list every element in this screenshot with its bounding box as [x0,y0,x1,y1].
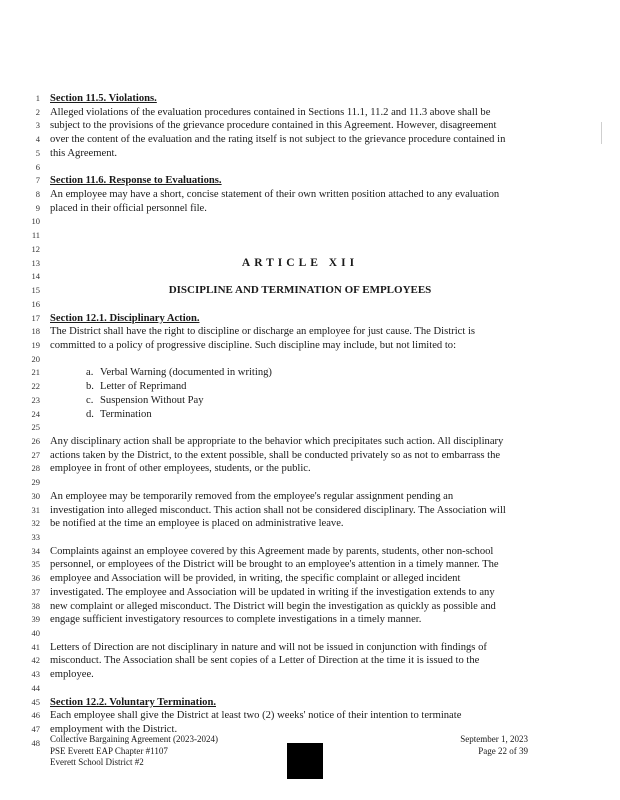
body-text-line: subject to the provisions of the grievance procedure contained in this Agreement. However, disagreement [50,120,497,132]
body-text-line: Alleged violations of the evaluation procedures contained in Sections 11.1, 11.2 and 11.3 above shall be [50,106,491,118]
list-item [50,366,550,380]
body-text-line: investigated. The employee and Association will be updated in writing if the investigation extends to any [50,586,495,598]
line-number: 38 [31,600,40,611]
section-heading-text: Section 12.1. Disciplinary Action. [50,312,200,324]
body-text-line: new complaint or alleged misconduct. The District will begin the investigation as quickly as possible and [50,600,496,612]
line-number: 1 [35,93,40,103]
list-marker: d. [86,408,94,420]
body-text-line: The District shall have the right to discipline or discharge an employee for just cause. The District is [50,326,476,338]
body-text-line: misconduct. The Association shall be sent copies of a Letter of Direction at the time it is issued to the [50,655,480,667]
line-number: 16 [31,298,40,309]
line-number: 42 [31,655,40,666]
blank-line [50,270,550,284]
blank-line [50,421,550,435]
line-number: 31 [31,504,40,515]
line-number: 24 [31,408,40,419]
line-number: 6 [35,161,40,172]
section-heading [50,92,550,106]
line-number: 40 [31,628,40,639]
section-heading-text: Section 11.6. Response to Evaluations. [50,175,222,187]
line-number: 17 [31,312,40,323]
line-number: 15 [31,285,40,296]
line-number: 37 [31,586,40,597]
footer-agreement-title: Collective Bargaining Agreement (2023-2024) [50,734,219,744]
line-number: 26 [31,435,40,446]
blank-line [50,531,550,545]
footer-left [50,734,218,769]
blank-line [50,243,550,257]
line-number: 27 [31,449,40,460]
blank-line [50,627,550,641]
blank-line [50,682,550,696]
blank-line [50,215,550,229]
line-number: 18 [31,326,40,337]
list-item-text: Suspension Without Pay [100,394,204,406]
blank-line [50,229,550,243]
line-number: 25 [31,422,40,433]
body-text-line: An employee may be temporarily removed from the employee's regular assignment pending an [50,490,454,502]
body-text-line: Complaints against an employee covered by this Agreement made by parents, students, other non-school [50,545,494,557]
body-text-line: Each employee shall give the District at least two (2) weeks' notice of their intention to terminate [50,710,462,722]
list-item-text: Termination [100,408,152,420]
line-number: 30 [31,490,40,501]
footer-right [460,734,528,757]
body-text-line: employee in front of other employees, students, or the public. [50,463,311,475]
blank-line [50,476,550,490]
line-number-column [24,92,40,751]
list-item-text: Verbal Warning (documented in writing) [100,367,272,379]
list-marker: b. [86,381,94,393]
body-text-line: An employee may have a short, concise statement of their own written position attached to any evaluation [50,189,500,201]
body-text-line: placed in their official personnel file. [50,202,207,214]
line-number: 46 [31,710,40,721]
line-number: 5 [35,147,40,158]
body-text-line: be notified at the time an employee is placed on administrative leave. [50,518,344,530]
blank-line [50,298,550,312]
line-number: 35 [31,559,40,570]
footer-district: Everett School District #2 [50,757,144,767]
footer-date: September 1, 2023 [460,734,528,744]
line-number: 13 [31,257,40,268]
body-text-line: engage sufficient investigatory resources to complete investigations in a timely manner. [50,614,422,626]
line-number: 33 [31,532,40,542]
line-number: 36 [31,573,40,584]
document-body [50,92,550,751]
line-number: 12 [31,243,40,254]
line-number: 41 [31,641,40,652]
body-text-line: investigation into alleged misconduct. This action shall not be considered disciplinary. The Association will [50,504,506,516]
line-number: 32 [31,518,40,529]
line-number: 11 [31,230,40,241]
line-number: 10 [31,216,40,227]
section-heading-text: Section 12.2. Voluntary Termination. [50,696,216,708]
blank-line [50,353,550,367]
line-number: 20 [31,353,40,364]
line-number: 7 [35,175,40,186]
margin-change-bar [601,122,602,144]
line-number: 3 [35,120,40,131]
line-number: 34 [31,545,40,556]
body-text-line: employment with the District. [50,724,178,736]
list-item [50,394,550,408]
body-text-line: employee and Association will be provided, in writing, the specific complaint or alleged incident [50,573,461,585]
line-number: 2 [35,106,40,117]
line-number: 9 [35,202,40,213]
line-number: 45 [31,696,40,707]
line-number: 21 [31,367,40,378]
line-number: 47 [31,724,40,735]
body-text-line: over the content of the evaluation and the rating itself is not subject to the grievance procedure contained in [50,134,506,146]
line-number: 19 [31,339,40,350]
line-number: 22 [31,381,40,392]
line-number: 48 [31,737,40,748]
list-item-text: Letter of Reprimand [100,381,187,393]
line-number: 43 [31,669,40,680]
body-text-line: Any disciplinary action shall be appropriate to the behavior which precipitates such action. All disciplinary [50,435,504,447]
body-text-line: employee. [50,669,94,681]
line-number: 23 [31,394,40,405]
section-heading-text: Section 11.5. Violations. [50,93,157,104]
body-text-line: committed to a policy of progressive discipline. Such discipline may include, but not limited to: [50,339,457,351]
line-number: 28 [31,463,40,474]
article-subtitle: DISCIPLINE AND TERMINATION OF EMPLOYEES [168,284,432,297]
article-title: ARTICLE XII [241,256,359,269]
section-heading [50,312,550,326]
line-number: 14 [31,271,40,282]
blank-line [50,161,550,175]
footer-chapter: PSE Everett EAP Chapter #1107 [50,745,168,756]
line-number: 8 [35,189,40,200]
line-number: 44 [31,682,40,693]
footer-page-number: Page 22 of 39 [478,745,528,756]
line-number: 29 [31,477,40,488]
section-heading [50,174,550,188]
line-number: 4 [35,134,40,145]
list-marker: c. [86,394,94,406]
body-text-line: actions taken by the District, to the extent possible, shall be conducted privately so as not to embarrass the [50,449,501,461]
list-item [50,408,550,422]
list-item [50,380,550,394]
body-text-line: this Agreement. [50,147,118,159]
list-marker: a. [86,367,94,379]
redaction-box [287,743,323,779]
body-text-line: personnel, or employees of the District will be brought to an employee's attention in a timely manner. The [50,559,499,571]
body-text-line: Letters of Direction are not disciplinary in nature and will not be issued in conjunction with findings of [50,641,487,653]
line-number: 39 [31,614,40,625]
section-heading [50,696,550,710]
